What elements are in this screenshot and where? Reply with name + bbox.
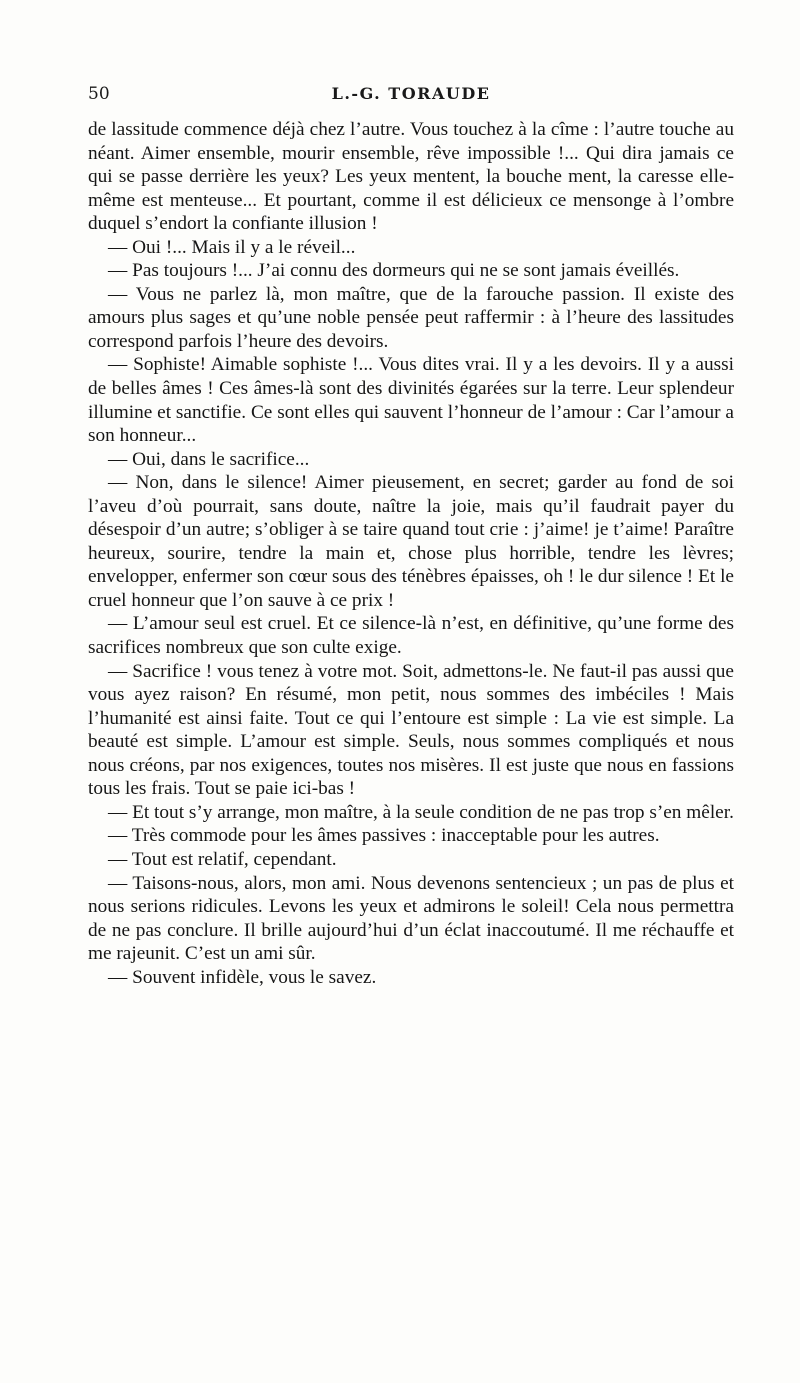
paragraph-continued: de lassitude commence déjà chez l’autre. Vous touchez à la cîme : l’autre touche au néant. Aimer ensemble, mourir ensemble, rêve impossible !... Qui dira jamais ce qui se passe derrière les yeux? Les yeux mentent, la bouche ment, la caresse elle-même est menteuse... Et pourtant, comme il est délicieux ce mensonge à l’ombre duquel s’endort la confiante illusion ! — [88, 119, 734, 235]
dialogue-line: — Vous ne parlez là, mon maître, que de la farouche passion. Il existe des amours plus sages et qu’une noble pensée peut raffermir : à l’heure des lassitudes correspond parfois l’heure des devoirs. — [88, 283, 734, 352]
dialogue-line: — Taisons-nous, alors, mon ami. Nous devenons sentencieux ; un pas de plus et nous serions ridicules. Levons les yeux et admirons le soleil! Cela nous permettra de ne pas conclure. Il brille aujourd’hui d’un éclat inaccoutumé. Il me réchauffe et me rajeunit. C’est un ami sûr. — [88, 872, 734, 965]
dialogue-line: — Oui, dans le sacrifice... — [108, 448, 310, 470]
dialogue-line: — Très commode pour les âmes passives : inacceptable pour les autres. — [108, 825, 660, 847]
dialogue-line: — Non, dans le silence! Aimer pieusement, en secret; garder au fond de soi l’aveu d’où pourrait, sans doute, naître la joie, mais qu’il faudrait payer du désespoir d’un autre; s’obliger à se taire quand tout crie : j’aime! je t’aime! Paraître heureux, sourire, tendre la main et, chose plus horrible, tendre les lèvres; envelopper, enfermer son cœur sous des ténèbres épaisses, oh ! le dur silence ! Et le cruel honneur que l’on sauve à ce prix ! — [88, 472, 734, 611]
running-title: L.-G. TORAUDE — [331, 84, 491, 103]
dialogue-line: — Sacrifice ! vous tenez à votre mot. Soit, admettons-le. Ne faut-il pas aussi que vous ayez raison? En résumé, mon petit, nous sommes des imbéciles ! Mais l’humanité est ainsi faite. Tout ce qui l’entoure est simple : La vie est simple. La beauté est simple. L’amour est simple. Seuls, nous sommes compliqués et nous nous créons, par nos exigences, toutes nos misères. Il est juste que nous en fassions tous les frais. Tout se paie ici-bas ! — [88, 660, 734, 800]
dialogue-line: — Et tout s’y arrange, mon maître, à la seule condition de ne pas trop s’en mêler. — [108, 801, 734, 823]
dialogue-line: — L’amour seul est cruel. Et ce silence-là n’est, en définitive, qu’une forme des sacrifices nombreux que son culte exige. — [88, 613, 734, 659]
running-head — [88, 84, 734, 108]
dialogue-line: — Souvent infidèle, vous le savez. — [108, 966, 377, 988]
dialogue-line: — Oui !... Mais il y a le réveil... — [108, 236, 356, 258]
page-number: 50 — [88, 84, 110, 104]
dialogue-line: — Pas toujours !... J’ai connu des dormeurs qui ne se sont jamais éveillés. — [108, 260, 680, 282]
dialogue-line: — Sophiste! Aimable sophiste !... Vous dites vrai. Il y a les devoirs. Il y a aussi de belles âmes ! Ces âmes-là sont des divinités égarées sur la terre. Leur splendeur illumine et sanctifie. Ce sont elles qui sauvent l’honneur de l’amour : Car l’amour a son honneur... — [88, 354, 734, 447]
dialogue-line: — Tout est relatif, cependant. — [108, 848, 337, 870]
page-body — [88, 118, 734, 989]
